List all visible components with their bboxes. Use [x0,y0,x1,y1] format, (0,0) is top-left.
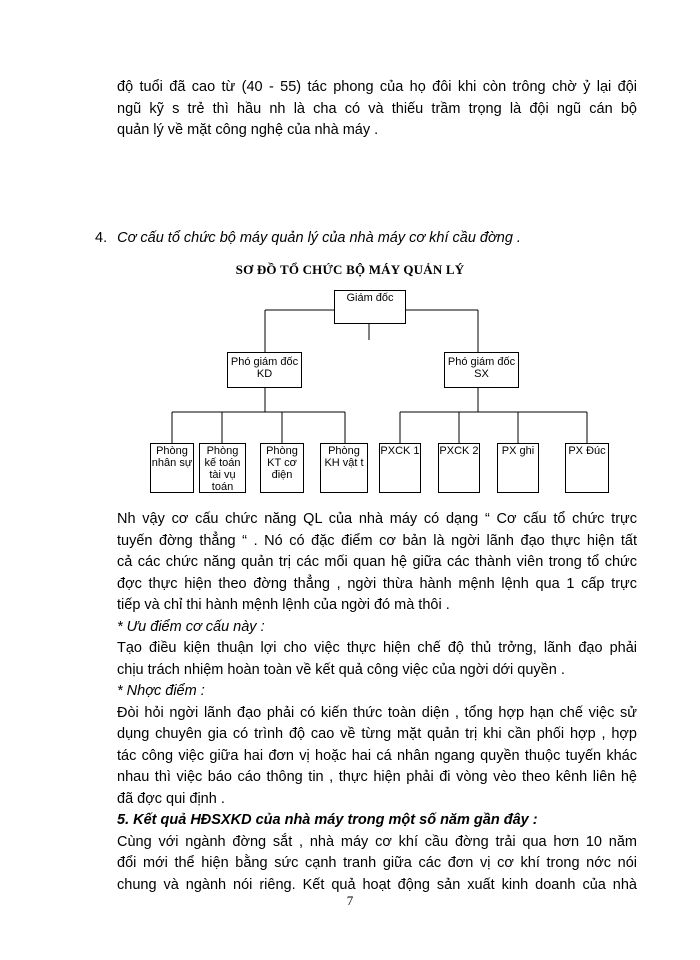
org-box-sx-unit: PXCK 1 [379,443,421,493]
text-line: chung và ngành nói riêng. Kết quả hoạt động sản xuất kinh doanh của nhà [117,876,637,893]
org-box-sx-unit: PX Đúc [565,443,609,493]
text-line: độ tuổi đã cao từ (40 - 55) tác phong của họ đôi khi còn trông chờ ỷ lại đội [117,79,637,95]
body-paragraph [117,509,637,896]
text-line: đã đợc qui định . [117,790,225,807]
org-box-kd-unit: Phòng KH vật t [320,443,368,493]
page-number: 7 [346,893,354,908]
org-box-sx-unit: PX ghi [497,443,539,493]
org-box-director: Giám đốc [334,290,406,324]
text-line: chịu trách nhiệm hoàn toàn về kết quả công việc của ngời dới quyền . [117,661,565,678]
text-line: đợc thực hiện theo đờng thẳng , ngời thừa hành mệnh lệnh qua 1 cấp trực [117,575,637,592]
text-line: đổi mới thể hiện bằng sức cạnh tranh giữa các đơn vị cơ khí trong nớc nói [117,855,637,871]
advantages-heading: * Ưu điểm cơ cấu này : [117,618,265,635]
org-box-kd-unit: Phòng kế toán tài vụ toán [199,443,246,493]
org-box-deputy-sx: Phó giám đốc SX [444,352,519,388]
text-line: Đòi hỏi ngời lãnh đạo phải có kiến thức toàn diện , tổng hợp hạn chế việc sử [117,704,637,721]
text-line: Nh vậy cơ cấu chức năng QL của nhà máy có dạng “ Cơ cấu tổ chức trực [117,511,637,527]
text-line: tiếp và chỉ thi hành mệnh lệnh của ngời đó mà thôi . [117,597,450,613]
section-number: 4. [95,230,108,246]
org-box-sx-unit: PXCK 2 [438,443,480,493]
text-line: cả các chức năng quản trị các mối quan hệ giữa các thành viên trong tổ chức [117,554,637,570]
text-line: tuyến đờng thẳng “ . Nó có đặc điểm cơ bản là ngời lãnh đạo thực hiện tất [117,532,637,549]
text-line: Tạo điều kiện thuận lợi cho việc thực hiện chế độ thủ trởng, lãnh đạo phải [117,640,637,656]
text-line: tác công việc giữa hai đơn vị hoặc hai cá nhân ngang quyền thuộc tuyến khác [117,747,637,764]
text-line: ngũ kỹ s trẻ thì hầu nh là cha có và thiếu trầm trọng là đội ngũ cán bộ [117,100,637,117]
text-line: dụng chuyên gia có trình độ cao về từng mặt quản trị khi cần phối hợp , hợp [117,726,637,742]
disadvantages-heading: * Nhợc điểm : [117,683,205,699]
text-line: nhau thì việc báo cáo thông tin , thực hiện phải đi vòng vèo theo kênh liên hệ [117,769,637,785]
org-box-kd-unit: Phòng nhân sự [150,443,194,493]
text-line: quản lý về mặt công nghệ của nhà máy . [117,122,379,138]
text-line: Cùng với ngành đờng sắt , nhà máy cơ khí cầu đờng trải qua hơn 10 năm [117,833,637,850]
org-box-deputy-kd: Phó giám đốc KD [227,352,302,388]
org-box-kd-unit: Phòng KT cơ điện [260,443,304,493]
section-title: Cơ cấu tổ chức bộ máy quản lý của nhà máy cơ khí cầu đờng . [117,230,521,246]
org-chart-title: SƠ ĐỒ TỔ CHỨC BỘ MÁY QUẢN LÝ [235,262,465,277]
section-5-heading: 5. Kết quả HĐSXKD của nhà máy trong một số năm gần đây : [117,812,538,828]
